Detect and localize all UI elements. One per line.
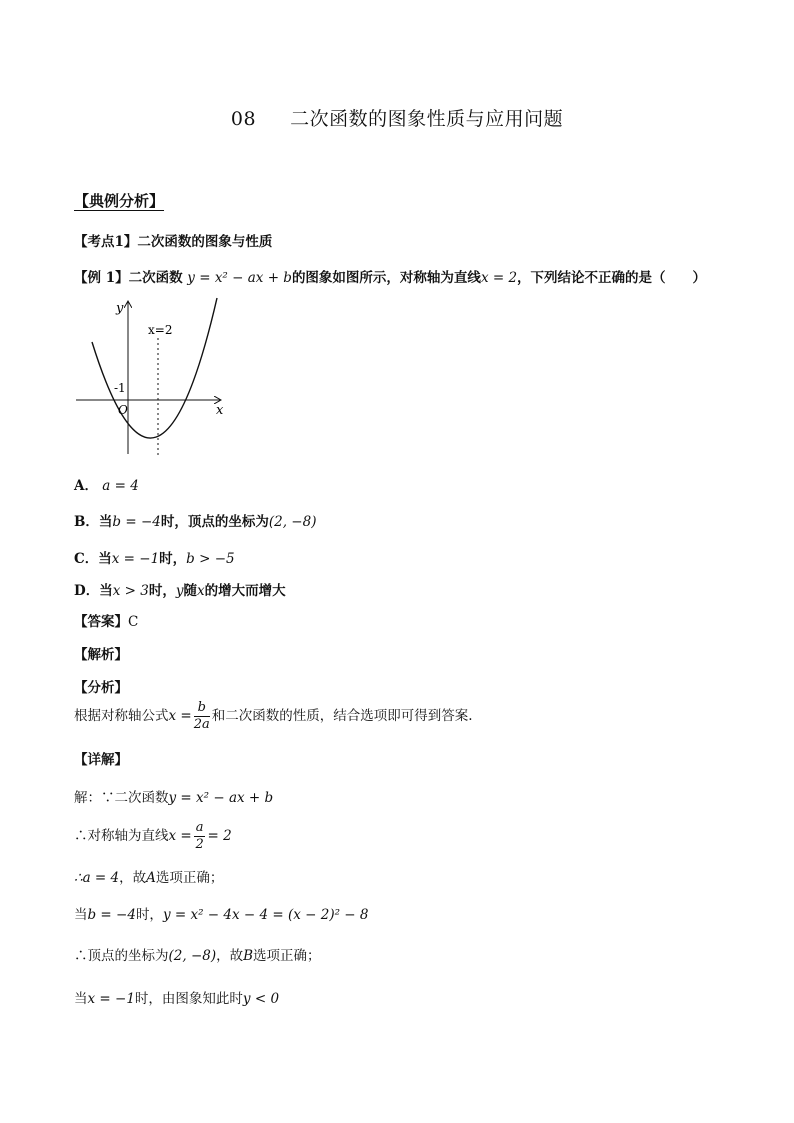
step-2-rhs: = 2 — [207, 828, 232, 844]
question-func: y = x² − ax + b — [187, 270, 292, 286]
option-b-t2: 时，顶点的坐标为 — [160, 514, 269, 530]
option-d-m1: x > 3 — [112, 583, 149, 599]
step-2-lhs: x = — [168, 828, 192, 844]
minus-one-label: -1 — [114, 381, 126, 395]
analysis-fraction — [194, 700, 210, 733]
step-4-t2: 时， — [135, 907, 163, 923]
option-d-m2: y — [175, 583, 184, 599]
step-3-math: ∴a = 4 — [74, 870, 120, 886]
step-6-t2: 时，由图象知此时 — [134, 991, 243, 1007]
analysis-den: 2a — [193, 717, 210, 732]
page-title — [0, 104, 794, 131]
option-b-t1: 当 — [98, 514, 113, 530]
step-2 — [74, 820, 232, 853]
option-d-label: D． — [74, 583, 100, 599]
option-c[interactable] — [74, 547, 235, 567]
option-b-m2: (2, −8) — [268, 514, 317, 530]
step-5 — [74, 944, 321, 964]
step-5-m1: (2, −8) — [168, 948, 217, 964]
step-5-m2: B — [243, 948, 254, 964]
question-post: ，下列结论不正确的是（ ） — [517, 270, 707, 286]
option-b-label: B． — [74, 514, 99, 530]
option-d[interactable] — [74, 579, 286, 599]
option-c-m2: b > −5 — [186, 551, 235, 567]
kaodian-heading: 【考点1】二次函数的图象与性质 — [74, 234, 273, 250]
parabola-curve — [92, 298, 217, 438]
step-6 — [74, 987, 279, 1007]
step-2-den: 2 — [195, 837, 204, 852]
analysis-lhs: x = — [168, 708, 192, 724]
question-axis: x = 2 — [480, 270, 518, 286]
question-mid: 的图象如图所示，对称轴为直线 — [291, 270, 481, 286]
step-3-t2: 选项正确； — [155, 870, 224, 886]
symmetry-axis-label: x=2 — [148, 323, 173, 337]
answer-label: 【答案】 — [74, 614, 128, 630]
parabola-graph — [70, 292, 230, 464]
step-4-m1: b = −4 — [87, 907, 136, 923]
step-3-t1: ，故 — [119, 870, 147, 886]
question-tag: 【例 1】 — [74, 270, 129, 286]
answer-line — [74, 610, 138, 630]
origin-label: O — [118, 403, 128, 417]
question-stem — [74, 266, 706, 286]
analysis-post: 和二次函数的性质，结合选项即可得到答案. — [211, 708, 473, 724]
analysis-text — [74, 700, 473, 733]
step-1 — [74, 786, 273, 806]
step-5-t2: ，故 — [216, 948, 244, 964]
title-number: 08 — [230, 108, 257, 130]
jiexi-heading: 【解析】 — [74, 647, 128, 663]
option-c-t1: 当 — [98, 551, 112, 567]
step-4-t1: 当 — [74, 907, 88, 923]
option-d-t1: 当 — [99, 583, 113, 599]
answer-value: C — [128, 614, 139, 630]
step-2-fraction — [194, 820, 206, 853]
option-d-t4: 的增大而增大 — [204, 583, 286, 599]
step-5-t3: 选项正确； — [253, 948, 321, 964]
option-b[interactable] — [74, 510, 316, 530]
title-text: 二次函数的图象性质与应用问题 — [290, 108, 564, 130]
xiangjie-heading: 【详解】 — [74, 752, 128, 768]
option-a-label: A． — [74, 478, 98, 494]
x-axis-label: x — [216, 403, 224, 418]
option-d-t2: 时， — [148, 583, 176, 599]
option-c-t2: 时， — [159, 551, 187, 567]
option-a-math: a = 4 — [102, 478, 139, 494]
question-pre: 二次函数 — [128, 270, 183, 286]
option-b-m1: b = −4 — [112, 514, 161, 530]
analysis-pre: 根据对称轴公式 — [74, 708, 169, 724]
step-4 — [74, 903, 368, 923]
step-2-text: ∴对称轴为直线 — [74, 828, 169, 844]
step-2-num: a — [195, 820, 204, 835]
step-6-m2: y < 0 — [242, 991, 280, 1007]
step-6-m1: x = −1 — [87, 991, 135, 1007]
step-1-math: y = x² − ax + b — [168, 790, 274, 806]
option-c-m1: x = −1 — [111, 551, 160, 567]
y-axis-label: y — [116, 301, 124, 316]
option-a[interactable] — [74, 474, 139, 494]
step-6-t1: 当 — [74, 991, 88, 1007]
step-1-text: 解：∵二次函数 — [74, 790, 169, 806]
fenxi-heading: 【分析】 — [74, 680, 128, 696]
step-3-m2: A — [146, 870, 156, 886]
option-d-t3: 随 — [183, 583, 197, 599]
section-heading: 【典例分析】 — [74, 192, 165, 210]
step-5-t1: ∴顶点的坐标为 — [74, 948, 169, 964]
step-4-m2: y = x² − 4x − 4 = (x − 2)² − 8 — [162, 907, 369, 923]
option-d-m3: x — [196, 583, 205, 599]
option-c-label: C． — [74, 551, 99, 567]
analysis-num: b — [194, 700, 210, 717]
step-3 — [74, 866, 223, 886]
